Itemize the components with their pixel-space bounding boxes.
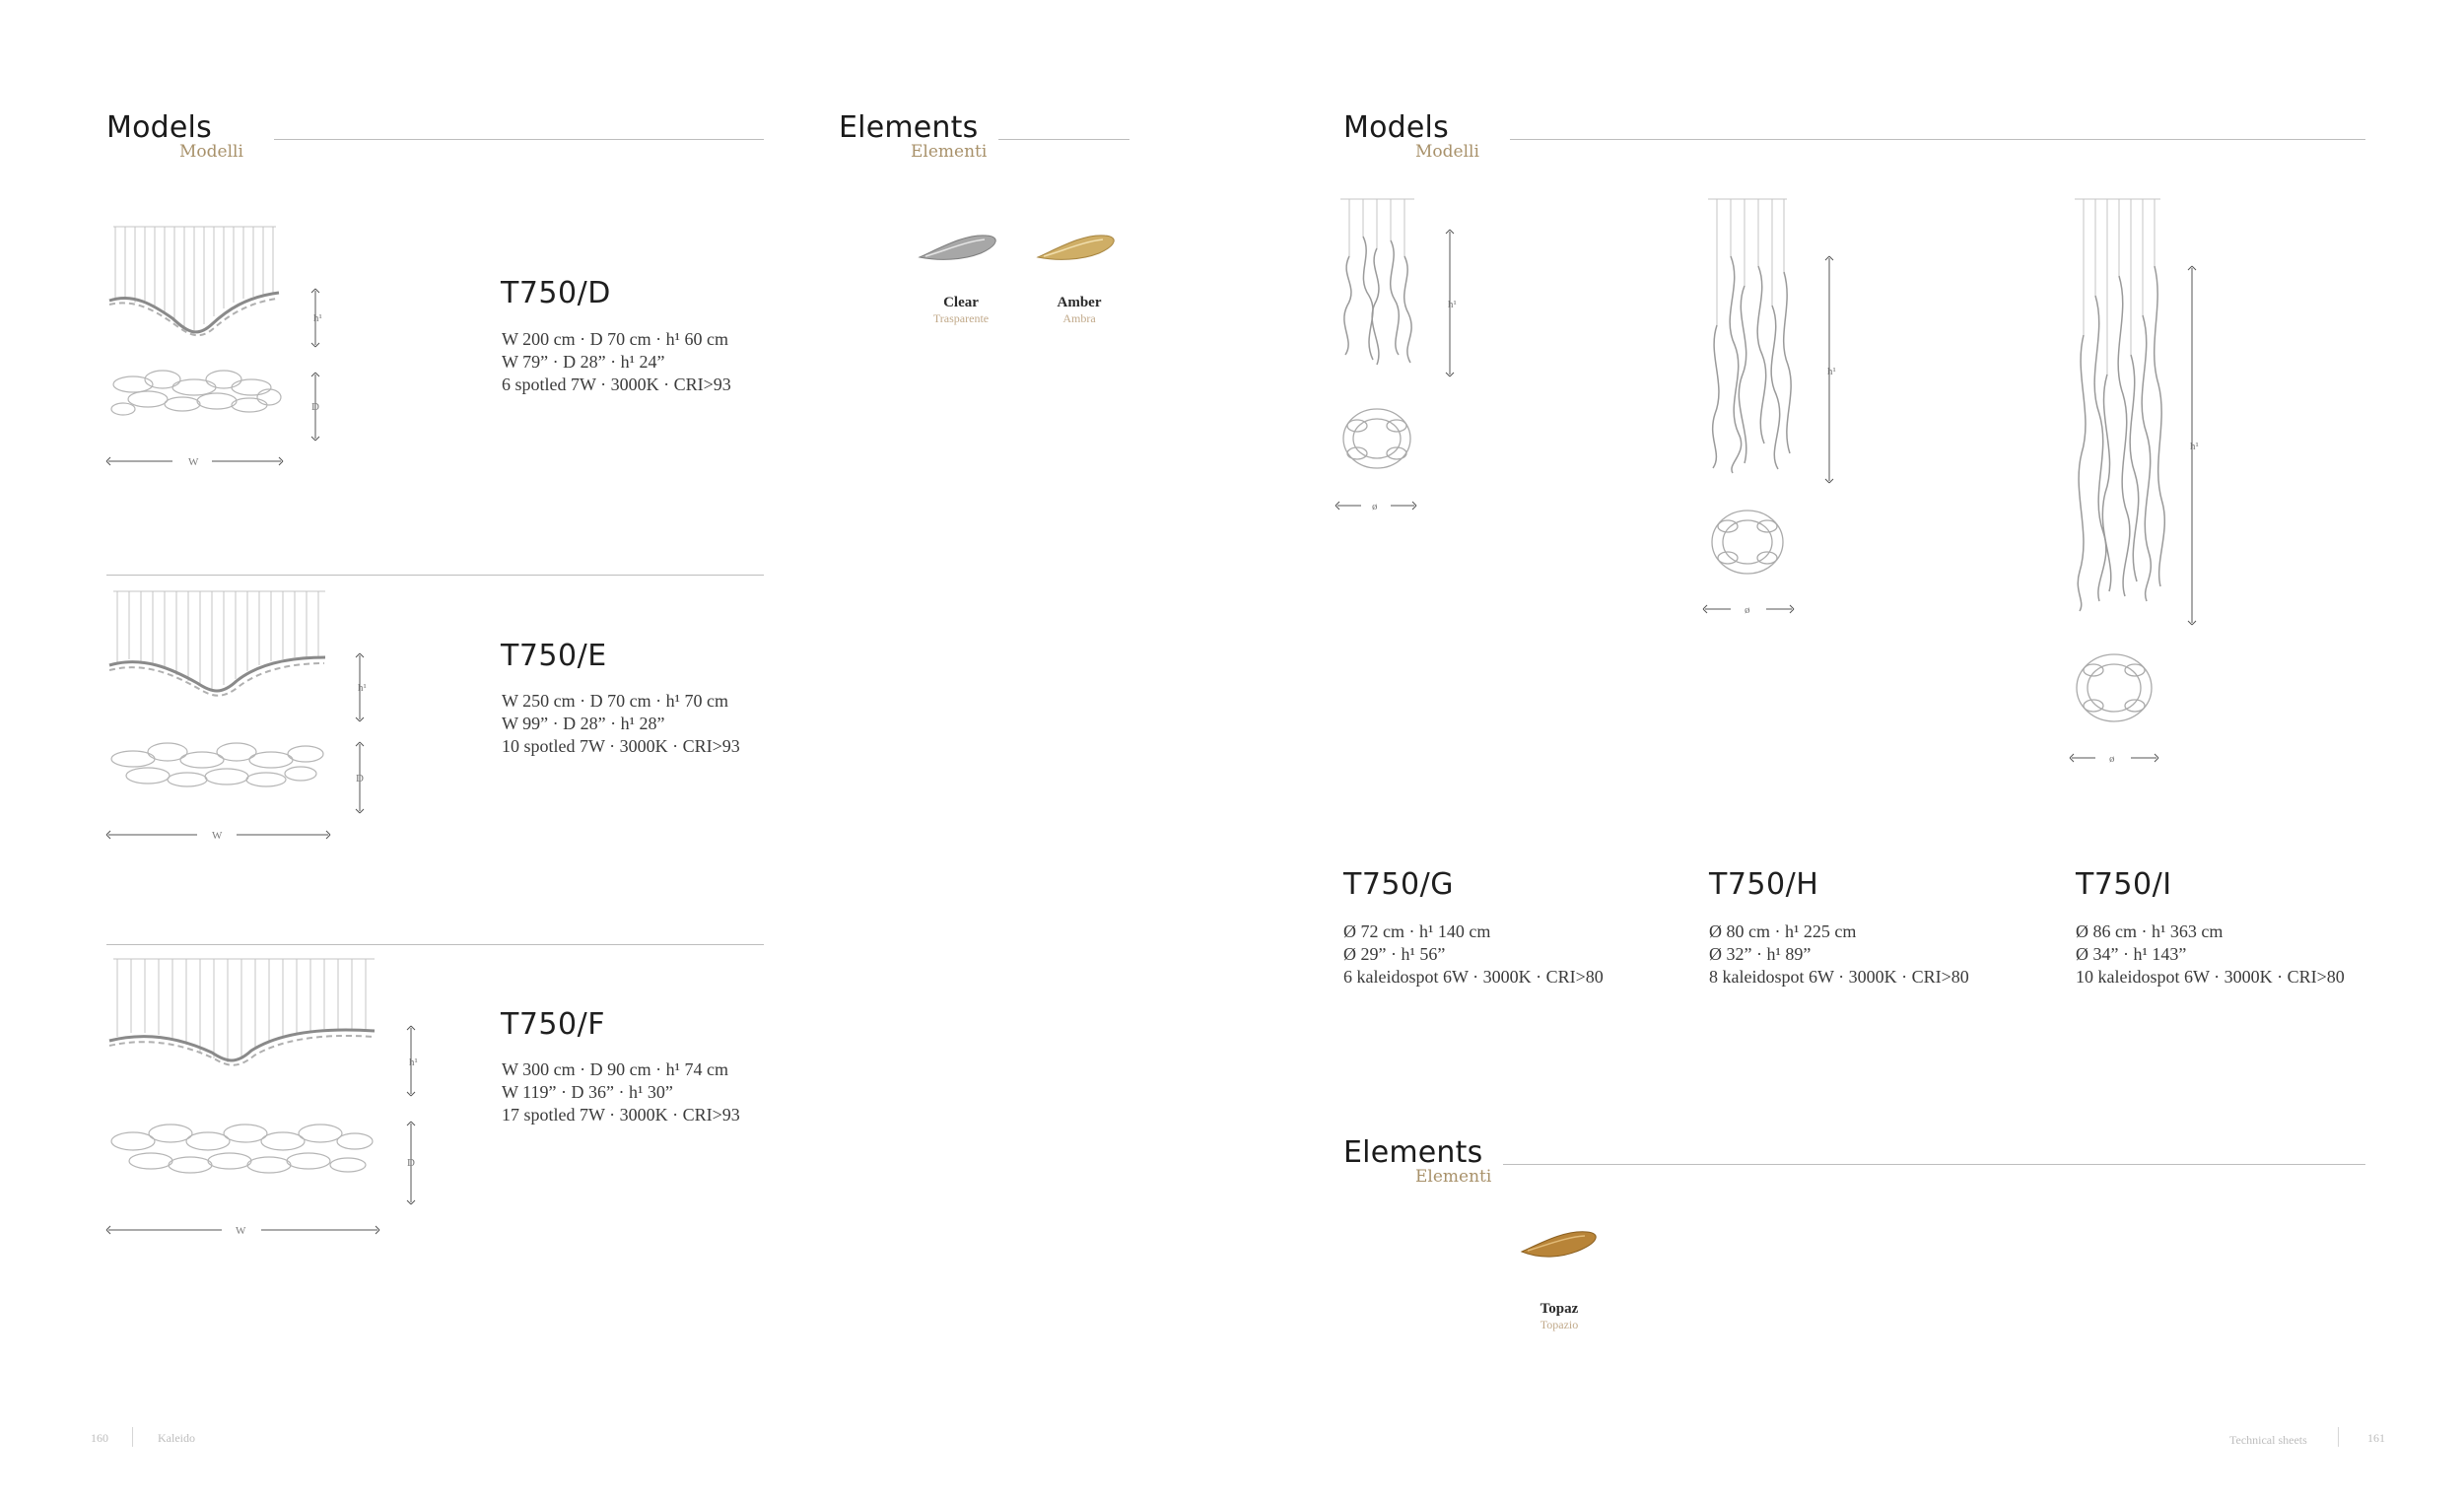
elements-heading-title: Elements bbox=[839, 110, 979, 145]
footer-page-number: 160 bbox=[91, 1431, 108, 1445]
element-amber-name: Amber bbox=[1057, 295, 1102, 310]
models-heading-title: Models bbox=[106, 110, 212, 145]
amber-leaf-icon bbox=[1030, 222, 1129, 271]
model-i-drawing bbox=[2070, 197, 2208, 769]
model-h-specs: Ø 80 cm · h¹ 225 cm Ø 32” · h¹ 89” 8 kaleidospot 6W · 3000K · CRI>80 bbox=[1709, 921, 1969, 987]
model-h-code: T750/H bbox=[1709, 867, 1819, 902]
model-g-code: T750/G bbox=[1343, 867, 1454, 902]
dim-label-height: h¹ bbox=[358, 682, 367, 694]
footer-section: Technical sheets bbox=[2229, 1433, 2307, 1447]
footer-page-number: 161 bbox=[2367, 1431, 2385, 1445]
separator-1 bbox=[106, 575, 764, 576]
footer-section: Kaleido bbox=[158, 1431, 195, 1445]
model-f-drawing bbox=[103, 954, 429, 1250]
elements-heading-rule bbox=[1503, 1164, 2365, 1165]
model-d-drawing bbox=[103, 222, 340, 478]
model-i-specs: Ø 86 cm · h¹ 363 cm Ø 34” · h¹ 143” 10 kaleidospot 6W · 3000K · CRI>80 bbox=[2076, 921, 2345, 987]
footer-divider bbox=[2338, 1427, 2339, 1447]
model-d-code: T750/D bbox=[501, 276, 611, 310]
topaz-leaf-icon bbox=[1510, 1222, 1608, 1271]
dim-label-height: h¹ bbox=[313, 312, 322, 324]
models-heading-title: Models bbox=[1343, 110, 1449, 145]
dim-label-height: h¹ bbox=[1827, 366, 1836, 377]
elements-heading-subtitle: Elementi bbox=[911, 142, 988, 162]
element-topaz-name: Topaz bbox=[1540, 1301, 1579, 1317]
separator-2 bbox=[106, 944, 764, 945]
element-amber bbox=[1030, 222, 1129, 326]
models-heading-subtitle: Modelli bbox=[179, 142, 243, 162]
dim-label-height: h¹ bbox=[2190, 441, 2199, 452]
elements-heading-title: Elements bbox=[1343, 1135, 1483, 1170]
model-e-code: T750/E bbox=[501, 639, 607, 673]
models-heading-rule bbox=[274, 139, 764, 140]
model-d-specs: W 200 cm · D 70 cm · h¹ 60 cm W 79” · D 28” · h¹ 24” 6 spotled 7W · 3000K · CRI>93 bbox=[502, 329, 731, 394]
clear-leaf-icon bbox=[912, 222, 1010, 271]
model-g-drawing bbox=[1335, 197, 1464, 512]
element-topaz-subtitle: Topazio bbox=[1540, 1318, 1579, 1331]
dim-label-diameter: ø bbox=[1372, 501, 1378, 512]
elements-heading-subtitle: Elementi bbox=[1415, 1167, 1492, 1187]
models-heading-rule bbox=[1510, 139, 2365, 140]
dim-label-diameter: ø bbox=[2109, 753, 2115, 765]
dim-label-depth: D bbox=[356, 773, 364, 784]
model-h-drawing bbox=[1703, 197, 1851, 621]
dim-label-depth: D bbox=[311, 401, 319, 413]
element-topaz bbox=[1510, 1222, 1608, 1332]
dim-label-width: W bbox=[188, 456, 199, 468]
element-clear-subtitle: Trasparente bbox=[932, 311, 990, 325]
dim-label-width: W bbox=[236, 1225, 246, 1237]
footer-divider bbox=[132, 1427, 133, 1447]
dim-label-diameter: ø bbox=[1745, 604, 1750, 616]
spacer bbox=[1084, 0, 1085, 1]
dim-label-height: h¹ bbox=[1448, 299, 1457, 310]
dim-label-depth: D bbox=[407, 1157, 415, 1169]
dim-label-width: W bbox=[212, 830, 223, 842]
element-clear-name: Clear bbox=[943, 295, 979, 310]
element-clear bbox=[912, 222, 1010, 326]
model-e-specs: W 250 cm · D 70 cm · h¹ 70 cm W 99” · D 28” · h¹ 28” 10 spotled 7W · 3000K · CRI>93 bbox=[502, 691, 740, 756]
elements-heading-rule bbox=[998, 139, 1129, 140]
element-amber-subtitle: Ambra bbox=[1062, 311, 1096, 325]
models-heading-subtitle: Modelli bbox=[1415, 142, 1479, 162]
model-i-code: T750/I bbox=[2076, 867, 2172, 902]
model-f-specs: W 300 cm · D 90 cm · h¹ 74 cm W 119” · D 36” · h¹ 30” 17 spotled 7W · 3000K · CRI>93 bbox=[502, 1059, 740, 1125]
model-e-drawing bbox=[103, 586, 389, 843]
model-f-code: T750/F bbox=[501, 1007, 605, 1042]
dim-label-height: h¹ bbox=[409, 1057, 418, 1068]
model-g-specs: Ø 72 cm · h¹ 140 cm Ø 29” · h¹ 56” 6 kaleidospot 6W · 3000K · CRI>80 bbox=[1343, 921, 1604, 987]
